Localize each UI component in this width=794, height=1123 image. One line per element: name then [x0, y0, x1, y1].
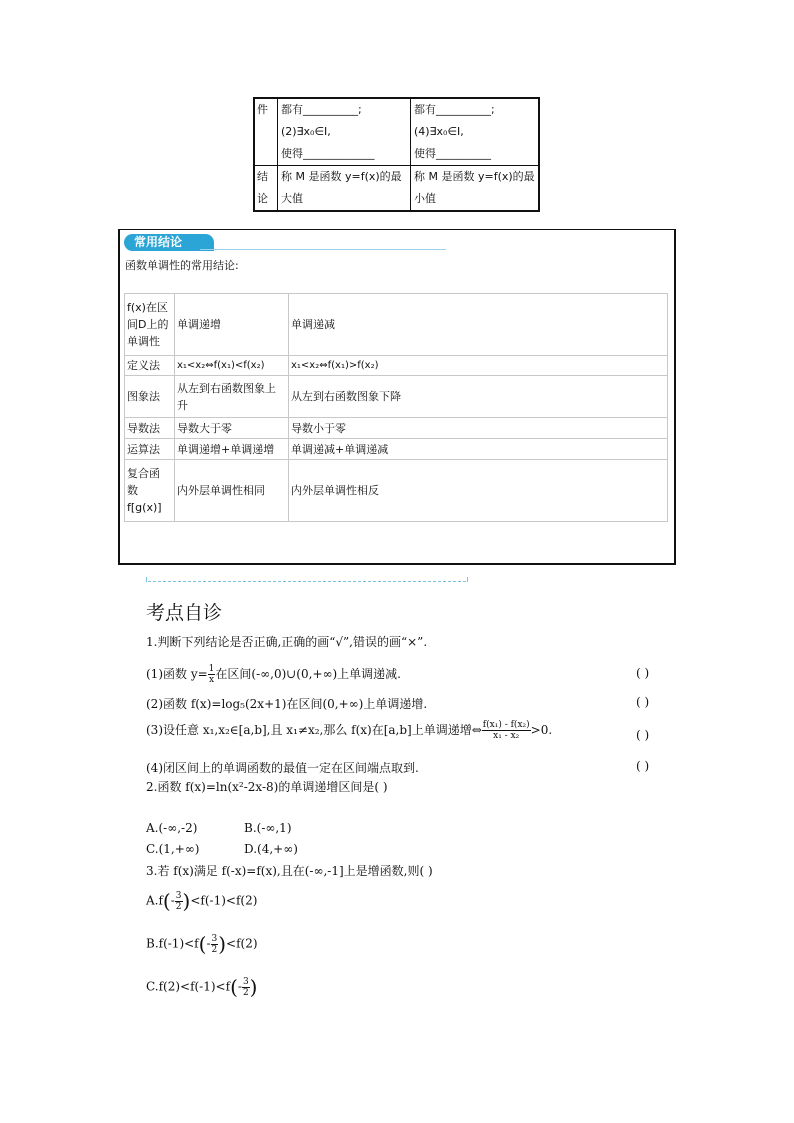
min-conclusion-cell: 称 M 是函数 y=f(x)的最 小值 — [411, 166, 540, 212]
table-cell: 单调递增+单调递增 — [175, 439, 289, 460]
table-cell: 单调递增 — [175, 294, 289, 356]
condition-label: 件 — [254, 98, 278, 166]
q3-option-b[interactable]: B.f(-1)<f(- $\frac{3}{2}$ )<f(2) — [146, 932, 258, 956]
box-intro: 函数单调性的常用结论: — [125, 259, 239, 272]
tag-underline — [200, 249, 446, 250]
conclusion-label: 结 论 — [254, 166, 278, 212]
q3-option-a[interactable]: A.f(- $\frac{3}{2}$ )<f(-1)<f(2) — [146, 889, 258, 913]
table-cell: x₁<x₂⇔f(x₁)>f(x₂) — [289, 356, 668, 376]
q3-stem: 3.若 f(x)满足 f(-x)=f(x),且在(-∞,-1]上是增函数,则( ) — [146, 864, 433, 878]
min-condition-cell: 都有__________; (4)∃x₀∈I, 使得__________ — [411, 98, 540, 166]
fraction: $\frac{3}{2}$ — [211, 933, 218, 955]
table-cell: 单调递减 — [289, 294, 668, 356]
q1-item-4: (4)闭区间上的单调函数的最值一定在区间端点取到. — [146, 761, 419, 775]
extremum-table — [253, 97, 540, 212]
fraction: $\frac{3}{2}$ — [175, 890, 182, 912]
q1-item-1: (1)函数 y= $\frac{1}{x}$ 在区间(-∞,0)∪(0,+∞)上单调递减. — [146, 664, 401, 685]
section-title: 考点自诊 — [146, 602, 223, 624]
fraction: $\frac{3}{2}$ — [242, 976, 249, 998]
q1-stem: 1.判断下列结论是否正确,正确的画“√”,错误的画“×”. — [146, 635, 428, 649]
fraction: $\frac{1}{x}$ — [208, 664, 215, 685]
section-divider — [148, 581, 466, 582]
q2-option-a[interactable]: A.(-∞,-2) — [146, 821, 198, 835]
table-cell: 导数大于零 — [175, 418, 289, 439]
table-cell: 从左到右函数图象上升 — [175, 376, 289, 418]
fraction: $\frac{\text{f(x₁) - f(x₂)}}{\text{x₁ - x₂}}$ — [482, 720, 530, 741]
row-header: f(x)在区 间D上的 单调性 — [125, 294, 175, 356]
table-row — [125, 418, 668, 439]
answer-paren[interactable]: ( ) — [636, 728, 650, 742]
q2-stem: 2.函数 f(x)=ln(x²-2x-8)的单调递增区间是( ) — [146, 780, 388, 794]
table-cell: 内外层单调性相反 — [289, 460, 668, 522]
q2-option-d[interactable]: D.(4,+∞) — [244, 842, 298, 856]
q2-option-c[interactable]: C.(1,+∞) — [146, 842, 200, 856]
answer-paren[interactable]: ( ) — [636, 666, 650, 680]
q2-option-b[interactable]: B.(-∞,1) — [244, 821, 292, 835]
table-cell: x₁<x₂⇔f(x₁)<f(x₂) — [175, 356, 289, 376]
row-header: 图象法 — [125, 376, 175, 418]
row-header: 定义法 — [125, 356, 175, 376]
table-cell: 内外层单调性相同 — [175, 460, 289, 522]
max-condition-cell: 都有__________; (2)∃x₀∈I, 使得_____________ — [278, 98, 411, 166]
table-row — [125, 294, 668, 356]
answer-paren[interactable]: ( ) — [636, 759, 650, 773]
conclusion-row — [254, 166, 539, 212]
condition-row — [254, 98, 539, 166]
row-header: 复合函 数 f[g(x)] — [125, 460, 175, 522]
common-conclusions-tag: 常用结论 — [124, 234, 214, 251]
table-cell: 导数小于零 — [289, 418, 668, 439]
table-row — [125, 439, 668, 460]
row-header: 运算法 — [125, 439, 175, 460]
answer-paren[interactable]: ( ) — [636, 695, 650, 709]
table-cell: 单调递减+单调递减 — [289, 439, 668, 460]
table-row — [125, 356, 668, 376]
table-row — [125, 376, 668, 418]
q1-item-2: (2)函数 f(x)=log₅(2x+1)在区间(0,+∞)上单调递增. — [146, 697, 428, 711]
max-conclusion-cell: 称 M 是函数 y=f(x)的最 大值 — [278, 166, 411, 212]
table-cell: 从左到右函数图象下降 — [289, 376, 668, 418]
table-row — [125, 460, 668, 522]
q1-item-3: (3)设任意 x₁,x₂∈[a,b],且 x₁≠x₂,那么 f(x)在[a,b]上单调递增⇔ $\frac{\text{f(x₁) - f(x₂)}}{\text{x₁ - x₂}}$ >0. — [146, 720, 553, 741]
monotonicity-table — [124, 293, 668, 522]
row-header: 导数法 — [125, 418, 175, 439]
q3-option-c[interactable]: C.f(2)<f(-1)<f(- $\frac{3}{2}$ ) — [146, 975, 258, 999]
